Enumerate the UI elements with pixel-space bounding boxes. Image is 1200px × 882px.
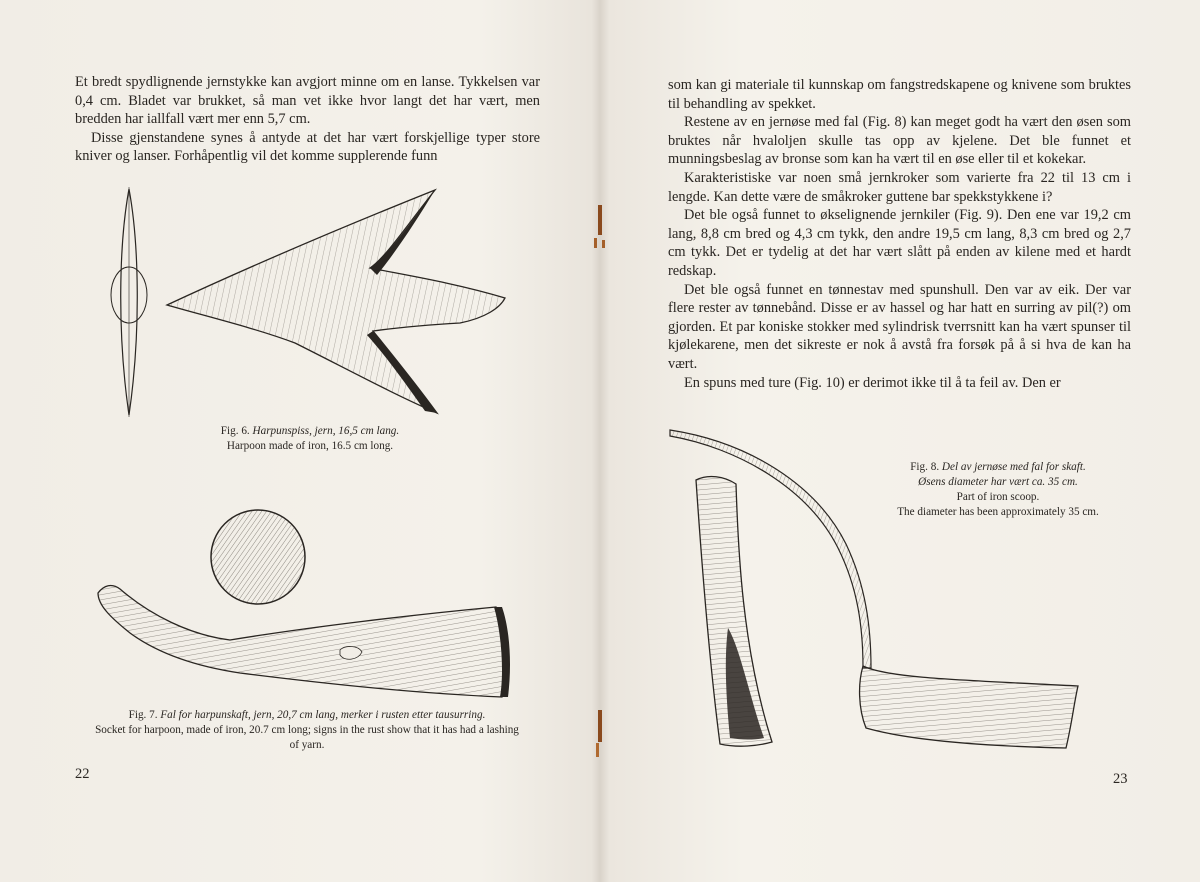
right-paragraph-6: En spuns med ture (Fig. 10) er derimot ikke til å ta feil av. Den er: [684, 374, 1061, 391]
left-page: [0, 0, 598, 882]
harpoon-socket-drawing: [90, 505, 520, 705]
left-body-text: [75, 73, 540, 166]
right-body-text: [668, 76, 1131, 392]
fig6-english-caption: Harpoon made of iron, 16.5 cm long.: [226, 440, 394, 452]
right-paragraph-3: Karakteristiske var noen små jernkroker som varierte fra 22 til 13 cm i lengde. Kan dette være de småkroker guttene bar spekkstykkene i?: [668, 169, 1131, 205]
right-paragraph-2: Restene av en jernøse med fal (Fig. 8) kan meget godt ha vært den øsen som bruktes når hvaloljen skulle tas opp av kjelene. Det ble funnet et munningsbeslag av bronse som kan ha vært til en øse eller til et kokekar.: [668, 114, 1131, 168]
right-paragraph-5: Det ble også funnet en tønnestav med spunshull. Den var av eik. Der var flere rester av tønnebånd. Disse er av hassel og har hatt en surring av pil(?) om gjorden. Et par koniske stokker med sylindrisk tverrsnitt kan ha vært spunser til kjølekarene, men det sikreste er nok å avstå fra forsøk på å si hva de kan ha vært.: [668, 281, 1131, 372]
fig8-caption: [848, 460, 1148, 520]
page-number-left: 22: [75, 766, 90, 782]
fig8-norwegian-caption-2: Øsens diameter har vært ca. 35 cm.: [918, 476, 1078, 488]
fig8-norwegian-caption-1: Del av jernøse med fal for skaft.: [941, 461, 1086, 473]
fig6-label: Fig. 6.: [220, 425, 250, 437]
right-page: [598, 0, 1200, 882]
fig6-norwegian-caption: Harpunspiss, jern, 16,5 cm lang.: [252, 425, 400, 437]
harpoon-head-drawing: [105, 183, 525, 423]
right-paragraph-4: Det ble også funnet to økselignende jernkiler (Fig. 9). Den ene var 19,2 cm lang, 8,8 cm bred og 4,3 cm tykk, den andre 19,5 cm lang, 8,3 cm bred og 2,7 cm tykk. Det er tydelig at det har vært slått på enden av kilene med et hardt redskap.: [668, 207, 1131, 279]
right-paragraph-1: som kan gi materiale til kunnskap om fangstredskapene og knivene som bruktes til behandling av spekket.: [668, 77, 1131, 112]
page-number-right: 23: [1113, 771, 1128, 787]
left-paragraph-2: Disse gjenstandene synes å antyde at det har vært forskjellige typer store kniver og lanser. Forhåpentlig vil det komme supplerende funn: [75, 129, 540, 165]
fig6-caption: [160, 424, 460, 454]
left-paragraph-1: Et bredt spydlignende jernstykke kan avgjort minne om en lanse. Tykkelsen var 0,4 cm. Bladet var brukket, så man vet ikke hvor langt det har vært, men bredden har iallfall vært mer enn 5,7 cm.: [75, 74, 540, 128]
fig8-english-caption-2: The diameter has been approximately 35 cm.: [897, 506, 1099, 518]
fig7-english-caption: Socket for harpoon, made of iron, 20.7 cm long; signs in the rust show that it has had a lashing of yarn.: [95, 724, 519, 751]
fig7-caption: [92, 708, 522, 753]
fig7-norwegian-caption: Fal for harpunskaft, jern, 20,7 cm lang, merker i rusten etter tausurring.: [160, 709, 486, 721]
fig8-label: Fig. 8.: [910, 461, 940, 473]
fig8-english-caption-1: Part of iron scoop.: [956, 491, 1040, 503]
fig7-label: Fig. 7.: [128, 709, 158, 721]
